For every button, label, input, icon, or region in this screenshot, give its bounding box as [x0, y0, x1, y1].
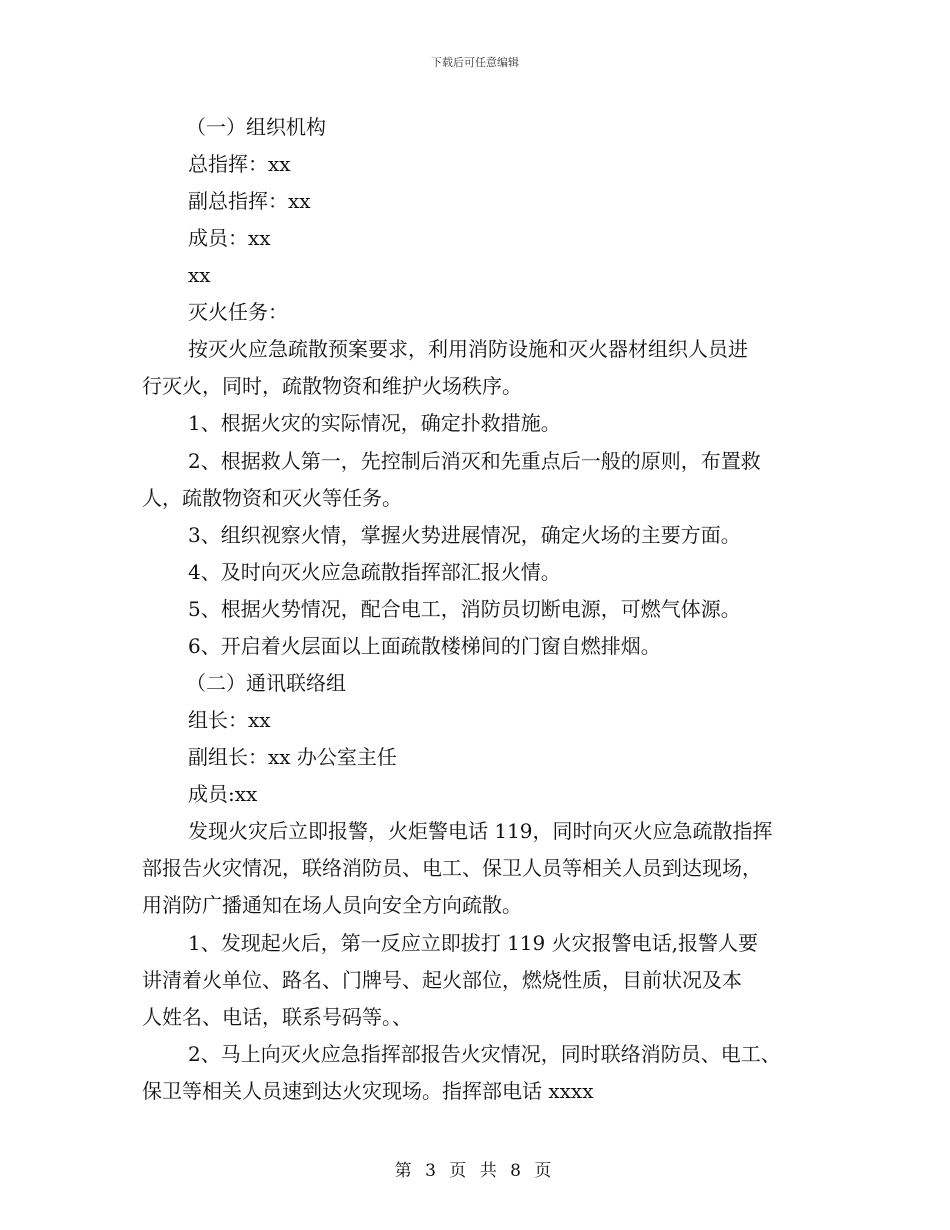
text-line: 2、马上向灭火应急指挥部报告火灾情况，同时联络消防员、电工、 — [188, 1042, 781, 1066]
page-header: 下载后可任意编辑 — [431, 56, 519, 69]
text-line: 人，疏散物资和灭火等任务。 — [142, 486, 402, 510]
text-line: 用消防广播通知在场人员向安全方向疏散。 — [142, 893, 522, 917]
page-footer: 第 3 页 共 8 页 — [394, 1161, 556, 1181]
text-line: 4、及时向灭火应急疏散指挥部汇报火情。 — [188, 560, 561, 584]
text-line: 副总指挥：xx — [188, 189, 311, 213]
text-line: 人姓名、电话，联系号码等。、 — [142, 1005, 412, 1029]
text-line: xx — [188, 263, 211, 287]
section-heading-organization: （一）组织机构 — [186, 115, 326, 139]
section-heading-communication: （二）通讯联络组 — [186, 671, 346, 695]
text-line: 5、根据火势情况，配合电工，消防员切断电源，可燃气体源。 — [188, 597, 741, 621]
text-line: 发现火灾后立即报警，火炬警电话 119，同时向灭火应急疏散指挥 — [188, 819, 773, 843]
text-line: 行灭火，同时，疏散物资和维护火场秩序。 — [142, 374, 522, 398]
text-line: 组长：xx — [188, 708, 271, 732]
text-line: 1、发现起火后，第一反应立即拔打 119 火灾报警电话,报警人要 — [188, 931, 758, 955]
text-line: 3、组织视察火情，掌握火势进展情况，确定火场的主要方面。 — [188, 523, 741, 547]
text-line: 保卫等相关人员速到达火灾现场。指挥部电话 xxxx — [142, 1079, 594, 1103]
text-line: 部报告火灾情况，联络消防员、电工、保卫人员等相关人员到达现场， — [142, 856, 762, 880]
text-line: 按灭火应急疏散预案要求，利用消防设施和灭火器材组织人员进 — [188, 337, 748, 361]
text-line: 讲清着火单位、路名、门牌号、起火部位，燃烧性质，目前状况及本 — [142, 968, 742, 992]
text-line: 灭火任务： — [188, 300, 288, 324]
text-line: 成员：xx — [188, 226, 271, 250]
text-line: 1、根据火灾的实际情况，确定扑救措施。 — [188, 411, 561, 435]
text-line: 总指挥：xx — [188, 152, 291, 176]
text-line: 副组长：xx 办公室主任 — [188, 745, 397, 769]
text-line: 2、根据救人第一，先控制后消灭和先重点后一般的原则，布置救 — [188, 449, 761, 473]
text-line: 6、开启着火层面以上面疏散楼梯间的门窗自燃排烟。 — [188, 634, 661, 658]
text-line: 成员:xx — [188, 782, 258, 806]
